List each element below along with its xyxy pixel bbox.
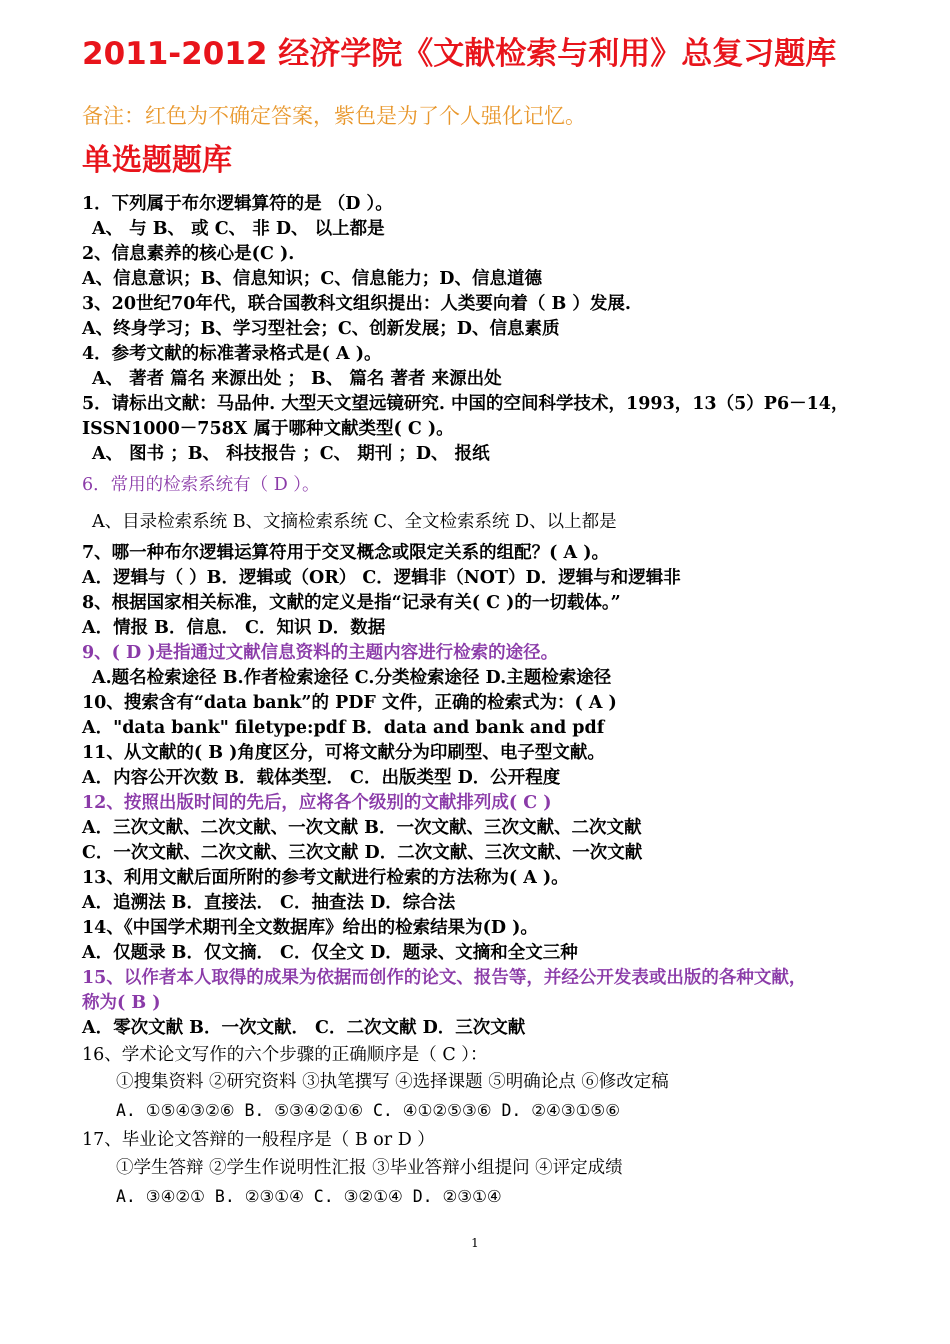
question-1-options: A、 与 B、 或 C、 非 D、 以上都是 — [92, 219, 385, 239]
page-title: 2011-2012 经济学院《文献检索与利用》总复习题库 — [82, 36, 837, 72]
question-8-options: A．情报 B．信息． C．知识 D．数据 — [82, 618, 386, 638]
question-8: 8、根据国家相关标准，文献的定义是指“记录有关( C )的一切载体。” — [82, 593, 621, 613]
question-12: 12、按照出版时间的先后，应将各个级别的文献排列成( C ) — [82, 793, 552, 813]
question-10-options: A．"data bank" filetype:pdf B．data and bank and pdf — [82, 718, 605, 738]
question-10: 10、搜索含有“data bank”的 PDF 文件，正确的检索式为：( A ) — [82, 693, 617, 713]
question-3-options: A、终身学习；B、学习型社会；C、创新发展；D、信息素质 — [82, 319, 560, 339]
question-2-options: A、信息意识；B、信息知识；C、信息能力；D、信息道德 — [82, 269, 542, 289]
question-14: 14、《中国学术期刊全文数据库》给出的检索结果为(D )。 — [82, 918, 538, 938]
question-16-steps: ①搜集资料 ②研究资料 ③执笔撰写 ④选择课题 ⑤明确论点 ⑥修改定稿 — [116, 1072, 669, 1092]
question-6-options: A、目录检索系统 B、文摘检索系统 C、全文检索系统 D、以上都是 — [92, 512, 617, 532]
question-3: 3、20世纪70年代，联合国教科文组织提出：人类要向着（ B ）发展. — [82, 294, 631, 314]
question-13: 13、利用文献后面所附的参考文献进行检索的方法称为( A )。 — [82, 868, 569, 888]
question-4: 4．参考文献的标准著录格式是( A )。 — [82, 344, 382, 364]
question-12-options-ab: A．三次文献、二次文献、一次文献 B．一次文献、三次文献、二次文献 — [82, 818, 642, 838]
note-text: 备注：红色为不确定答案，紫色是为了个人强化记忆。 — [82, 104, 586, 128]
question-16-options: A. ①⑤④③②⑥ B. ⑤③④②①⑥ C. ④①②⑤③⑥ D. ②④③①⑤⑥ — [116, 1101, 621, 1120]
question-17-steps: ①学生答辩 ②学生作说明性汇报 ③毕业答辩小组提问 ④评定成绩 — [116, 1158, 623, 1178]
question-9-options: A.题名检索途径 B.作者检索途径 C.分类检索途径 D.主题检索途径 — [92, 668, 612, 688]
question-11-options: A．内容公开次数 B．载体类型． C．出版类型 D．公开程度 — [82, 768, 561, 788]
question-16: 16、学术论文写作的六个步骤的正确顺序是（ C ）： — [82, 1045, 488, 1065]
question-9: 9、( D )是指通过文献信息资料的主题内容进行检索的途径。 — [82, 643, 559, 663]
question-17-options: A. ③④②① B. ②③①④ C. ③②①④ D. ②③①④ — [116, 1187, 502, 1206]
question-1: 1．下列属于布尔逻辑算符的是 （D ）。 — [82, 194, 393, 214]
question-2: 2、信息素养的核心是(C ). — [82, 244, 295, 264]
question-15-cont: 称为( B ) — [82, 993, 161, 1013]
question-5-options: A、 图书 ；B、 科技报告 ；C、 期刊 ；D、 报纸 — [92, 444, 490, 464]
question-6: 6．常用的检索系统有（ D ）。 — [82, 475, 320, 495]
question-14-options: A．仅题录 B．仅文摘． C．仅全文 D．题录、文摘和全文三种 — [82, 943, 578, 963]
question-15-options: A．零次文献 B．一次文献． C．二次文献 D．三次文献 — [82, 1018, 526, 1038]
page-number: 1 — [471, 1236, 479, 1250]
question-12-options-cd: C．一次文献、二次文献、三次文献 D．二次文献、三次文献、一次文献 — [82, 843, 643, 863]
question-5-cont: ISSN1000－758X 属于哪种文献类型( C )。 — [82, 419, 454, 439]
question-11: 11、从文献的( B )角度区分，可将文献分为印刷型、电子型文献。 — [82, 743, 605, 763]
section-heading: 单选题题库 — [82, 143, 232, 178]
question-7-options: A．逻辑与（ ）B．逻辑或（OR） C．逻辑非（NOT）D．逻辑与和逻辑非 — [82, 568, 681, 588]
question-17: 17、毕业论文答辩的一般程序是（ B or D ） — [82, 1130, 435, 1150]
question-7: 7、哪一种布尔逻辑运算符用于交叉概念或限定关系的组配？( A )。 — [82, 543, 609, 563]
question-15: 15、以作者本人取得的成果为依据而创作的论文、报告等，并经公开发表或出版的各种文献， — [82, 968, 807, 988]
question-5: 5．请标出文献：马品仲. 大型天文望远镜研究. 中国的空间科学技术，1993，13（5）P6－14， — [82, 394, 849, 414]
question-4-options: A、 著者 篇名 来源出处 ； B、 篇名 著者 来源出处 — [92, 369, 502, 389]
question-13-options: A．追溯法 B．直接法． C．抽查法 D．综合法 — [82, 893, 456, 913]
